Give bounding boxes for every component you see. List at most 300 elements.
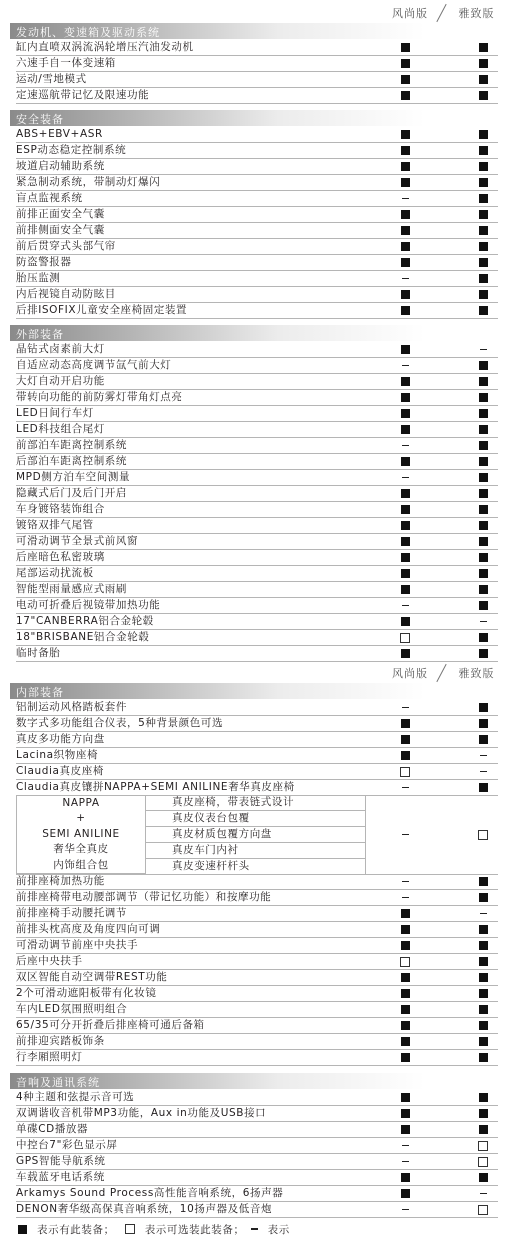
feature-row — [16, 239, 498, 255]
filled-square-icon — [479, 306, 488, 315]
filled-square-icon — [479, 130, 488, 139]
mark-yazhi — [468, 438, 498, 453]
mark-yazhi — [468, 566, 498, 581]
feature-row — [16, 646, 498, 662]
mark-yazhi — [468, 1106, 498, 1121]
dash-icon — [402, 834, 409, 836]
legend-has: 表示有此装备； — [37, 1223, 115, 1236]
dash-icon — [402, 477, 409, 479]
mark-yazhi — [468, 239, 498, 254]
filled-square-icon — [401, 585, 410, 594]
column-fengshang: 风尚版 — [392, 7, 428, 20]
feature-row — [16, 1050, 498, 1066]
mark-yazhi — [468, 1202, 498, 1217]
filled-square-icon — [479, 59, 488, 68]
mark-fengshang — [390, 938, 420, 953]
feature-row — [16, 518, 498, 534]
dash-icon — [251, 1228, 258, 1230]
mark-yazhi — [468, 874, 498, 889]
feature-label: 前排座椅手动腰托调节 — [16, 907, 127, 919]
mark-fengshang — [390, 127, 420, 142]
feature-label: 智能型雨量感应式雨刷 — [16, 583, 127, 595]
nappa-item: 真皮座椅，带表链式设计 — [146, 795, 366, 811]
filled-square-icon — [479, 146, 488, 155]
mark-yazhi — [468, 390, 498, 405]
mark-fengshang — [390, 303, 420, 318]
mark-yazhi — [468, 1002, 498, 1017]
feature-row — [16, 143, 498, 159]
mark-fengshang — [390, 191, 420, 206]
feature-label: 铝制运动风格踏板套件 — [16, 701, 127, 713]
mark-yazhi — [468, 764, 498, 779]
mark-fengshang — [390, 1050, 420, 1065]
filled-square-icon — [479, 973, 488, 982]
feature-label: ABS+EBV+ASR — [16, 128, 103, 140]
mark-fengshang — [390, 827, 420, 842]
mark-fengshang — [390, 780, 420, 795]
filled-square-icon — [479, 649, 488, 658]
filled-square-icon — [401, 242, 410, 251]
mark-yazhi — [468, 954, 498, 969]
feature-label: 后排ISOFIX儿童安全座椅固定装置 — [16, 304, 188, 316]
filled-square-icon — [479, 473, 488, 482]
mark-yazhi — [468, 255, 498, 270]
feature-row — [16, 1002, 498, 1018]
feature-row — [16, 207, 498, 223]
feature-label: 可滑动调节全景式前风窗 — [16, 535, 139, 547]
filled-square-icon — [479, 361, 488, 370]
feature-label: 可滑动调节前座中央扶手 — [16, 939, 139, 951]
mark-yazhi — [468, 1170, 498, 1185]
feature-row — [16, 582, 498, 598]
filled-square-icon — [401, 130, 410, 139]
section-header — [10, 325, 498, 341]
filled-square-icon — [401, 59, 410, 68]
filled-square-icon — [479, 1005, 488, 1014]
feature-label: 前部泊车距离控制系统 — [16, 439, 127, 451]
nappa-name-line: NAPPA — [62, 796, 100, 809]
feature-label: 尾部运动扰流板 — [16, 567, 94, 579]
dash-icon — [480, 349, 487, 351]
feature-label: 前后贯穿式头部气帘 — [16, 240, 116, 252]
dash-icon — [402, 365, 409, 367]
column-yazhi: 雅致版 — [458, 7, 495, 20]
filled-square-icon — [401, 751, 410, 760]
mark-yazhi — [468, 938, 498, 953]
mark-fengshang — [390, 207, 420, 222]
mark-yazhi — [468, 143, 498, 158]
feature-row — [16, 1122, 498, 1138]
filled-square-icon — [401, 719, 410, 728]
feature-label: Arkamys Sound Process高性能音响系统，6扬声器 — [16, 1187, 284, 1199]
mark-fengshang — [390, 223, 420, 238]
mark-fengshang — [390, 159, 420, 174]
filled-square-icon — [401, 178, 410, 187]
mark-yazhi — [468, 890, 498, 905]
feature-label: 自适应动态高度调节氙气前大灯 — [16, 359, 172, 371]
mark-fengshang — [390, 890, 420, 905]
hollow-square-icon — [125, 1224, 135, 1234]
filled-square-icon — [479, 505, 488, 514]
filled-square-icon — [479, 957, 488, 966]
dash-icon — [402, 1161, 409, 1163]
mark-yazhi — [468, 271, 498, 286]
feature-row — [16, 970, 498, 986]
mark-fengshang — [390, 40, 420, 55]
feature-label: 运动/雪地模式 — [16, 73, 87, 85]
feature-label: 中控台7"彩色显示屏 — [16, 1139, 118, 1151]
filled-square-icon — [401, 290, 410, 299]
feature-row — [16, 1090, 498, 1106]
hollow-square-icon — [400, 767, 410, 777]
column-yazhi: 雅致版 — [458, 667, 495, 680]
feature-label: 后部泊车距离控制系统 — [16, 455, 127, 467]
feature-label: 胎压监测 — [16, 272, 61, 284]
filled-square-icon — [401, 377, 410, 386]
hollow-square-icon — [478, 1205, 488, 1215]
filled-square-icon — [401, 1005, 410, 1014]
mark-fengshang — [390, 1034, 420, 1049]
filled-square-icon — [401, 649, 410, 658]
filled-square-icon — [401, 1021, 410, 1030]
filled-square-icon — [479, 783, 488, 792]
feature-label: 带转向功能的前防雾灯带角灯点亮 — [16, 391, 183, 403]
filled-square-icon — [401, 505, 410, 514]
mark-fengshang — [390, 748, 420, 763]
mark-yazhi — [468, 56, 498, 71]
mark-yazhi — [468, 716, 498, 731]
filled-square-icon — [479, 178, 488, 187]
filled-square-icon — [479, 633, 488, 642]
mark-fengshang — [390, 582, 420, 597]
section-header — [10, 1073, 498, 1089]
feature-row — [16, 1154, 498, 1170]
feature-label: 防盗警报器 — [16, 256, 72, 268]
filled-square-icon — [479, 1021, 488, 1030]
feature-label: 电动可折叠后视镜带加热功能 — [16, 599, 161, 611]
filled-square-icon — [401, 1173, 410, 1182]
filled-square-icon — [479, 877, 488, 886]
filled-square-icon — [479, 210, 488, 219]
feature-label: 后座中央扶手 — [16, 955, 83, 967]
filled-square-icon — [401, 617, 410, 626]
mark-fengshang — [390, 255, 420, 270]
mark-yazhi — [468, 1122, 498, 1137]
feature-label: 双区智能自动空调带REST功能 — [16, 971, 168, 983]
filled-square-icon — [479, 1053, 488, 1062]
filled-square-icon — [479, 1125, 488, 1134]
feature-label: 车身镀铬装饰组合 — [16, 503, 105, 515]
mark-yazhi — [468, 598, 498, 613]
dash-icon — [402, 881, 409, 883]
dash-icon — [402, 707, 409, 709]
feature-row — [16, 88, 498, 104]
filled-square-icon — [479, 601, 488, 610]
filled-square-icon — [401, 1037, 410, 1046]
mark-fengshang — [390, 1170, 420, 1185]
feature-row — [16, 422, 498, 438]
feature-row — [16, 1202, 498, 1218]
mark-yazhi — [468, 1138, 498, 1153]
feature-label: 4种主题和弦提示音可选 — [16, 1091, 135, 1103]
filled-square-icon — [401, 1053, 410, 1062]
feature-label: LED日间行车灯 — [16, 407, 94, 419]
dash-icon — [402, 198, 409, 200]
filled-square-icon — [479, 703, 488, 712]
feature-label: 行李厢照明灯 — [16, 1051, 83, 1063]
feature-label: Claudia真皮镶拼NAPPA+SEMI ANILINE奢华真皮座椅 — [16, 781, 295, 793]
filled-square-icon — [479, 457, 488, 466]
mark-yazhi — [468, 700, 498, 715]
feature-row — [16, 127, 498, 143]
feature-row — [16, 874, 498, 890]
filled-square-icon — [479, 258, 488, 267]
mark-fengshang — [390, 700, 420, 715]
feature-label: GPS智能导航系统 — [16, 1155, 106, 1167]
mark-yazhi — [468, 303, 498, 318]
nappa-item: 真皮变速杆杆头 — [146, 859, 366, 875]
feature-row — [16, 986, 498, 1002]
filled-square-icon — [479, 1093, 488, 1102]
mark-fengshang — [390, 56, 420, 71]
mark-fengshang — [390, 502, 420, 517]
divider-slash — [435, 4, 449, 22]
feature-row — [16, 454, 498, 470]
mark-yazhi — [468, 1154, 498, 1169]
nappa-name-line: 内饰组合包 — [53, 858, 109, 871]
filled-square-icon — [479, 43, 488, 52]
filled-square-icon — [479, 393, 488, 402]
feature-row — [16, 1034, 498, 1050]
feature-label: 双调谐收音机带MP3功能，Aux in功能及USB接口 — [16, 1107, 267, 1119]
mark-fengshang — [390, 406, 420, 421]
filled-square-icon — [401, 75, 410, 84]
hollow-square-icon — [478, 830, 488, 840]
nappa-name-line: 奢华全真皮 — [53, 843, 109, 856]
mark-yazhi — [468, 1050, 498, 1065]
section-title: 内部装备 — [16, 686, 64, 699]
dash-icon — [480, 1193, 487, 1195]
mark-yazhi — [468, 127, 498, 142]
mark-fengshang — [390, 1186, 420, 1201]
filled-square-icon — [401, 393, 410, 402]
mark-fengshang — [390, 1018, 420, 1033]
filled-square-icon — [401, 210, 410, 219]
mark-fengshang — [390, 922, 420, 937]
mark-yazhi — [468, 732, 498, 747]
feature-row — [16, 72, 498, 88]
filled-square-icon — [401, 569, 410, 578]
feature-row — [16, 390, 498, 406]
mark-fengshang — [390, 716, 420, 731]
mark-yazhi — [468, 422, 498, 437]
dash-icon — [402, 1145, 409, 1147]
mark-fengshang — [390, 1002, 420, 1017]
dash-icon — [402, 897, 409, 899]
mark-yazhi — [468, 986, 498, 1001]
filled-square-icon — [401, 457, 410, 466]
mark-yazhi — [468, 159, 498, 174]
feature-row — [16, 255, 498, 271]
filled-square-icon — [479, 893, 488, 902]
mark-yazhi — [468, 1186, 498, 1201]
mark-fengshang — [390, 1202, 420, 1217]
hollow-square-icon — [400, 957, 410, 967]
mark-yazhi — [468, 358, 498, 373]
mark-yazhi — [468, 287, 498, 302]
mark-yazhi — [468, 646, 498, 661]
filled-square-icon — [401, 345, 410, 354]
nappa-package-name — [16, 795, 146, 874]
feature-label: 大灯自动开启功能 — [16, 375, 105, 387]
feature-label: 单碟CD播放器 — [16, 1123, 89, 1135]
column-header-repeat — [385, 664, 506, 682]
feature-label: 前排座椅加热功能 — [16, 875, 105, 887]
mark-yazhi — [468, 72, 498, 87]
filled-square-icon — [479, 1173, 488, 1182]
filled-square-icon — [401, 989, 410, 998]
mark-yazhi — [468, 534, 498, 549]
mark-fengshang — [390, 72, 420, 87]
mark-fengshang — [390, 598, 420, 613]
filled-square-icon — [479, 226, 488, 235]
mark-yazhi — [468, 614, 498, 629]
mark-yazhi — [468, 1018, 498, 1033]
feature-row — [16, 748, 498, 764]
feature-row — [16, 374, 498, 390]
mark-yazhi — [468, 88, 498, 103]
filled-square-icon — [479, 585, 488, 594]
feature-row — [16, 614, 498, 630]
dash-icon — [402, 278, 409, 280]
legend — [18, 1222, 296, 1236]
feature-label: Lacina织物座椅 — [16, 749, 99, 761]
feature-label: 坡道启动辅助系统 — [16, 160, 105, 172]
feature-label: 隐藏式后门及后门开启 — [16, 487, 127, 499]
feature-row — [16, 780, 498, 796]
legend-none: 表示 — [267, 1223, 290, 1236]
filled-square-icon — [401, 1093, 410, 1102]
feature-row — [16, 470, 498, 486]
mark-fengshang — [390, 454, 420, 469]
section-title: 外部装备 — [16, 328, 64, 341]
feature-row — [16, 630, 498, 646]
dash-icon — [480, 913, 487, 915]
mark-yazhi — [468, 922, 498, 937]
mark-fengshang — [390, 970, 420, 985]
feature-label: 后座暗色私密玻璃 — [16, 551, 105, 563]
filled-square-icon — [479, 569, 488, 578]
hollow-square-icon — [400, 633, 410, 643]
filled-square-icon — [401, 537, 410, 546]
dash-icon — [480, 621, 487, 623]
nappa-name-line: + — [76, 812, 86, 825]
filled-square-icon — [479, 925, 488, 934]
mark-fengshang — [390, 764, 420, 779]
filled-square-icon — [401, 409, 410, 418]
feature-row — [16, 56, 498, 72]
feature-label: 前排迎宾踏板饰条 — [16, 1035, 105, 1047]
nappa-item: 真皮材质包覆方向盘 — [146, 827, 366, 843]
feature-label: 前排侧面安全气囊 — [16, 224, 105, 236]
mark-yazhi — [468, 518, 498, 533]
feature-row — [16, 906, 498, 922]
filled-square-icon — [479, 553, 488, 562]
feature-row — [16, 938, 498, 954]
feature-label: ESP动态稳定控制系统 — [16, 144, 127, 156]
filled-square-icon — [479, 75, 488, 84]
dash-icon — [402, 445, 409, 447]
section-header — [10, 683, 498, 699]
filled-square-icon — [401, 973, 410, 982]
filled-square-icon — [479, 162, 488, 171]
feature-row — [16, 550, 498, 566]
filled-square-icon — [401, 553, 410, 562]
feature-row — [16, 271, 498, 287]
filled-square-icon — [401, 425, 410, 434]
feature-row — [16, 764, 498, 780]
filled-square-icon — [401, 521, 410, 530]
mark-fengshang — [390, 550, 420, 565]
feature-row — [16, 223, 498, 239]
section-header — [10, 110, 498, 126]
mark-yazhi — [468, 406, 498, 421]
feature-row — [16, 175, 498, 191]
mark-fengshang — [390, 1106, 420, 1121]
feature-row — [16, 700, 498, 716]
mark-yazhi — [468, 502, 498, 517]
mark-yazhi — [468, 454, 498, 469]
feature-row — [16, 1170, 498, 1186]
feature-label: 真皮多功能方向盘 — [16, 733, 105, 745]
section-header — [10, 23, 498, 39]
mark-fengshang — [390, 518, 420, 533]
divider-slash — [435, 664, 449, 682]
mark-fengshang — [390, 732, 420, 747]
mark-fengshang — [390, 874, 420, 889]
filled-square-icon — [18, 1225, 27, 1234]
feature-label: 车内LED氛围照明组合 — [16, 1003, 128, 1015]
feature-label: 紧急制动系统，带制动灯爆闪 — [16, 176, 161, 188]
filled-square-icon — [479, 989, 488, 998]
filled-square-icon — [479, 377, 488, 386]
mark-yazhi — [468, 40, 498, 55]
hollow-square-icon — [478, 1157, 488, 1167]
filled-square-icon — [479, 735, 488, 744]
mark-yazhi — [468, 970, 498, 985]
mark-yazhi — [468, 1034, 498, 1049]
feature-row — [16, 191, 498, 207]
feature-label: 前排正面安全气囊 — [16, 208, 105, 220]
mark-yazhi — [468, 191, 498, 206]
mark-fengshang — [390, 239, 420, 254]
filled-square-icon — [401, 735, 410, 744]
feature-row — [16, 534, 498, 550]
mark-yazhi — [468, 748, 498, 763]
nappa-item: 真皮车门内衬 — [146, 843, 366, 859]
mark-yazhi — [468, 550, 498, 565]
mark-fengshang — [390, 374, 420, 389]
mark-fengshang — [390, 342, 420, 357]
mark-yazhi — [468, 342, 498, 357]
feature-label: 2个可滑动遮阳板带有化妆镜 — [16, 987, 157, 999]
feature-row — [16, 303, 498, 319]
filled-square-icon — [479, 521, 488, 530]
feature-label: 定速巡航带记忆及限速功能 — [16, 89, 150, 101]
column-fengshang: 风尚版 — [392, 667, 428, 680]
mark-fengshang — [390, 470, 420, 485]
filled-square-icon — [401, 489, 410, 498]
